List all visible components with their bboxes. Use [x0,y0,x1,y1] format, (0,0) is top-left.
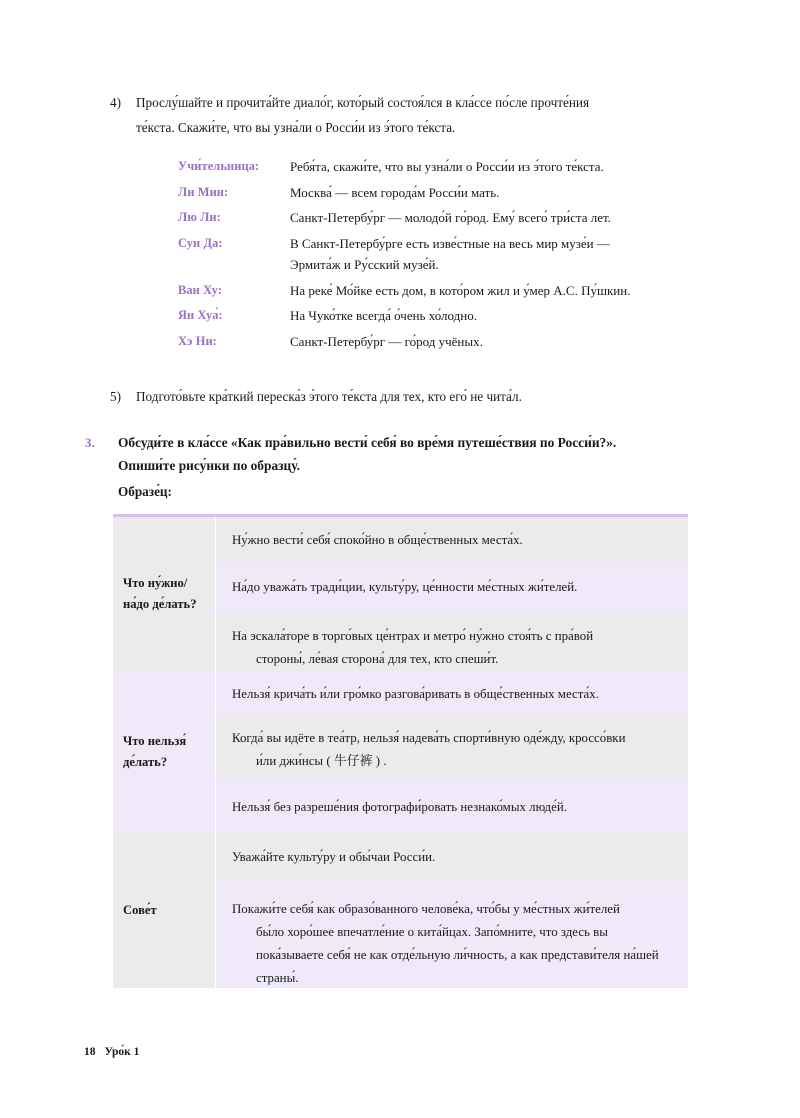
task-3-text [118,432,695,477]
page-number: 18 [84,1046,96,1058]
table-cell-text: Нельзя́ без разреше́ния фотографи́ровать незнако́мых люде́й. [232,800,567,814]
dialogue-text-main: Ребя́та, скажи́те, что вы узна́ли о Росси́и из э́того те́кста. [290,159,604,174]
task-3-number: 3. [85,435,95,450]
dialogue-speaker: Учи́тельница: [178,159,260,173]
dialogue-speaker: Лю Ли: [178,210,221,224]
table-cell-text: На эскала́торе в торго́вых це́нтрах и метро́ ну́жно стоя́ть с пра́вой [232,629,594,643]
dialogue-text-main: Москва́ — всем города́м Росси́и мать. [290,184,500,200]
dialogue-row [178,305,693,327]
dialogue-text-main: Санкт-Петербу́рг — го́род учёных. [290,333,483,349]
dialogue-row [178,280,693,302]
dialogue-text [290,233,693,276]
exercise-5-text: Подгото́вьте кра́ткий переска́з э́того те́кста для тех, кто его́ не чита́л. [136,389,522,404]
dialogue-text-main: Санкт-Петербу́рг — молодо́й го́род. Ему́ всего́ три́ста лет. [290,210,611,225]
exercise-4-text [136,90,690,140]
dialogue-block [178,156,693,356]
table-section [113,517,688,671]
dialogue-row [178,207,693,229]
dialogue-speaker: Ван Ху: [178,282,223,297]
dialogue-text [290,280,693,302]
dialogue-text-continuation: Эрмита́ж и Ру́сский музе́й. [290,257,439,272]
table-rows [216,517,688,671]
table-cell-text: Когда́ вы идёте в теа́тр, нельзя́ надева́ть спорти́вную оде́жду, кроссо́вки [232,731,626,745]
table-label-line2: де́лать? [123,755,168,769]
exercise-4-number: 4) [110,95,121,110]
table-cell-text: Нельзя́ крича́ть и́ли гро́мко разгова́ривать в обще́ственных места́х. [232,687,599,701]
dialogue-text [290,207,693,229]
table-row-label [113,833,216,988]
table-cell-text: Покажи́те себя́ как образо́ванного челове́ка, что́бы у ме́стных жи́телей [232,902,620,916]
table-cell-text-continuation: и́ли джи́нсы ( 牛仔裤 ) . [256,754,387,768]
dialogue-text [290,331,693,353]
dialogue-text [290,182,693,204]
dialogue-speaker: Ли Мин: [178,184,229,199]
dialogue-text [290,305,693,327]
table-rows [216,833,688,988]
table-row [216,833,688,881]
table-label-line1: Что ну́жно/ [123,576,188,590]
task-3-text-line1: Обсуди́те в кла́ссе «Как пра́вильно вести́ себя́ во вре́мя путеше́ствия по Росси́и?». [118,435,617,450]
exercise-4-line [110,90,690,140]
dialogue-text-main: На Чуко́тке всегда́ о́чень хо́лодно. [290,308,477,323]
table-section [113,833,688,988]
table-row [216,614,688,671]
task-3 [85,432,695,477]
table-label-line1: Что нельзя́ [123,734,187,748]
table-cell-text: Уважа́йте культу́ру и обы́чаи Росси́и. [232,850,436,864]
dialogue-text [290,156,693,178]
dialogue-speaker: Хэ Ни: [178,333,217,348]
exercise-4-text-line2: те́кста. Скажи́те, что вы узна́ли о Росси́и из э́того те́кста. [136,120,456,135]
table-section [113,671,688,833]
table-row [216,517,688,562]
table-row [216,778,688,833]
table-row [216,716,688,778]
exercise-4-text-line1: Прослу́шайте и прочита́йте диало́г, кото́рый состоя́лся в кла́ссе по́сле прочте́ния [136,95,590,110]
dialogue-speaker: Ян Хуа́: [178,308,223,322]
exercise-4 [110,90,690,140]
task-3-text-line2: Опиши́те рису́нки по образцу́. [118,457,300,473]
table-cell-text: На́до уважа́ть тради́ции, культу́ру, це́нности ме́стных жи́телей. [232,580,578,594]
table-cell-text: Ну́жно вести́ себя́ споко́йно в обще́ственных места́х. [232,533,523,547]
table-row [216,881,688,988]
dialogue-row [178,156,693,178]
table-row-label [113,517,216,671]
dialogue-row [178,331,693,353]
table-rows [216,671,688,833]
dialogue-speaker: Сун Да: [178,235,223,250]
table-cell-text-continuation: бы́ло хоро́шее впечатле́ние о кита́йцах. Запо́мните, что здесь вы пока́зываете себя́ не как отде́льную ли́чность, а как представи́теля на́шей страны́. [256,925,659,985]
lesson-label: Уро́к 1 [104,1046,140,1058]
page-footer [84,1046,139,1058]
dialogue-row [178,233,693,276]
dialogue-row [178,182,693,204]
table-label-line1: Сове́т [123,903,157,917]
exercise-5 [110,386,690,408]
exercise-5-number: 5) [110,389,121,404]
table-row-label [113,671,216,833]
dialogue-text-main: В Санкт-Петербу́рге есть изве́стные на весь мир музе́и — [290,235,610,251]
table-row [216,562,688,614]
table-cell-text-continuation: стороны́, ле́вая сторона́ для тех, кто спеши́т. [256,652,499,666]
rules-table [113,514,688,988]
table-label-line2: на́до де́лать? [123,597,197,611]
dialogue-text-main: На реке́ Мо́йке есть дом, в кото́ром жил и у́мер А.С. Пу́шкин. [290,282,631,298]
table-row [216,671,688,716]
sample-label: Образе́ц: [118,484,172,499]
